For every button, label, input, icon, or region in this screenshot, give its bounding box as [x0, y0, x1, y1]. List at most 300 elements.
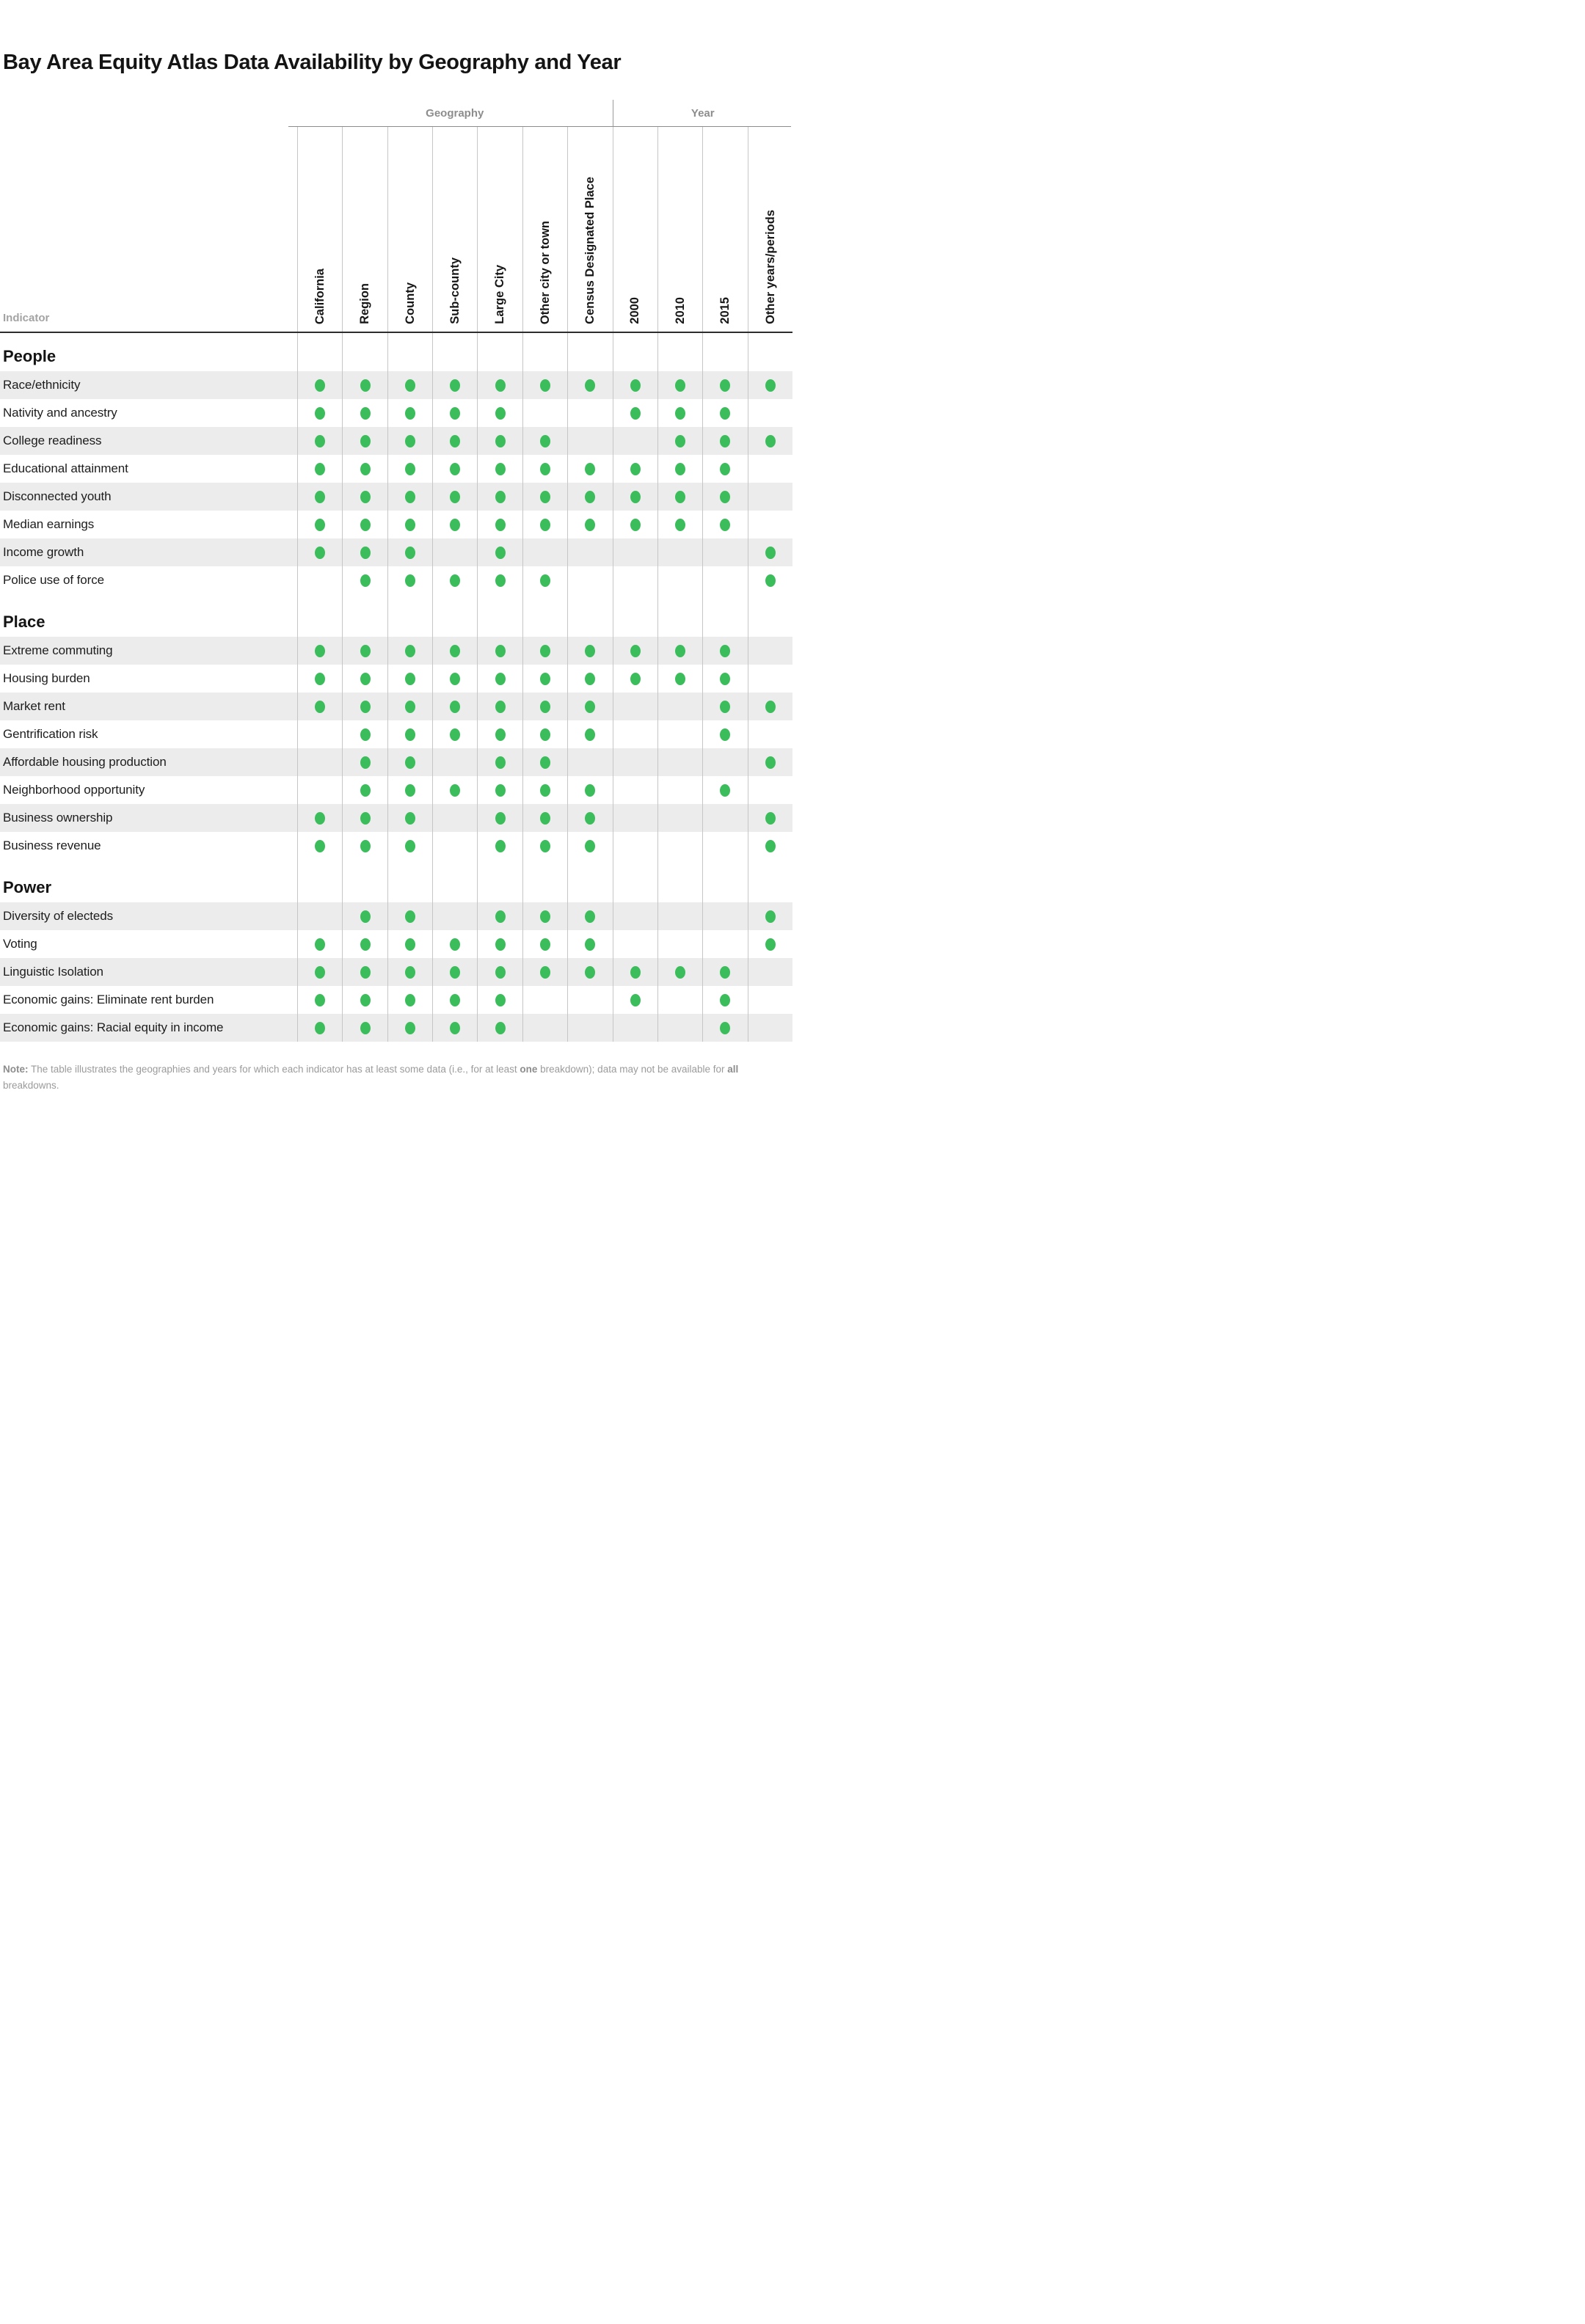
cell-other-years-periods	[748, 399, 792, 427]
availability-dot	[315, 407, 325, 420]
availability-dot	[765, 435, 776, 447]
availability-dot	[315, 812, 325, 825]
section-cell	[522, 333, 567, 371]
cell-other-years-periods	[748, 371, 792, 399]
cell-sub-county	[432, 776, 477, 804]
availability-dot	[495, 407, 506, 420]
availability-dot	[540, 840, 550, 852]
row-gentrification-risk	[0, 720, 792, 748]
availability-dot	[495, 784, 506, 797]
availability-dot	[495, 840, 506, 852]
availability-dot	[405, 938, 415, 951]
cell-california	[297, 566, 342, 594]
cell-other-years-periods	[748, 455, 792, 483]
availability-dot	[360, 910, 371, 923]
row-business-revenue	[0, 832, 792, 860]
availability-dot	[315, 840, 325, 852]
cell-county	[387, 804, 432, 832]
availability-dot	[495, 673, 506, 685]
cell-region	[342, 902, 387, 930]
availability-dot	[315, 491, 325, 503]
cell-california	[297, 399, 342, 427]
cell-large-city	[477, 902, 522, 930]
cell-other-city-or-town	[522, 427, 567, 455]
cell-california	[297, 665, 342, 693]
availability-dot	[315, 994, 325, 1006]
cell-california	[297, 832, 342, 860]
row-race-ethnicity	[0, 371, 792, 399]
column-header-label: 2000	[628, 297, 642, 324]
note-text: The table illustrates the geographies and years for which each indicator has at least some data (i.e., for at least	[28, 1064, 520, 1075]
cell-2010	[657, 371, 702, 399]
column-header-label: Large City	[493, 265, 507, 324]
availability-dot	[720, 673, 730, 685]
section-cell	[657, 860, 702, 902]
cell-2015	[702, 958, 747, 986]
cell-region	[342, 930, 387, 958]
cell-region	[342, 455, 387, 483]
availability-dot	[405, 812, 415, 825]
availability-dot	[405, 491, 415, 503]
cell-large-city	[477, 455, 522, 483]
cell-2000	[613, 902, 657, 930]
column-header-label: Census Designated Place	[583, 177, 597, 324]
availability-dot	[630, 994, 641, 1006]
cell-2000	[613, 958, 657, 986]
availability-dot	[360, 491, 371, 503]
cell-other-years-periods	[748, 511, 792, 538]
availability-dot	[405, 673, 415, 685]
availability-dot	[720, 1022, 730, 1034]
cell-census-designated-place	[567, 455, 612, 483]
cell-2010	[657, 455, 702, 483]
cell-2015	[702, 720, 747, 748]
availability-dot	[405, 701, 415, 713]
availability-dot	[540, 701, 550, 713]
cell-2010	[657, 511, 702, 538]
section-cell	[522, 594, 567, 637]
cell-large-city	[477, 1014, 522, 1042]
cell-2015	[702, 637, 747, 665]
cell-california	[297, 693, 342, 720]
availability-dot	[720, 784, 730, 797]
column-header-label: Other years/periods	[763, 210, 777, 324]
cell-county	[387, 399, 432, 427]
cell-sub-county	[432, 930, 477, 958]
availability-dot	[720, 435, 730, 447]
cell-other-years-periods	[748, 427, 792, 455]
cell-large-city	[477, 748, 522, 776]
availability-dot	[405, 407, 415, 420]
availability-dot	[450, 673, 460, 685]
availability-dot	[675, 491, 685, 503]
availability-dot	[540, 966, 550, 979]
note-text: breakdown); data may not be available for	[537, 1064, 728, 1075]
cell-2015	[702, 930, 747, 958]
note-bold-text: all	[727, 1064, 739, 1075]
section-cell	[567, 860, 612, 902]
row-economic-gains-eliminate-rent-burden	[0, 986, 792, 1014]
cell-2000	[613, 566, 657, 594]
availability-dot	[765, 840, 776, 852]
cell-region	[342, 693, 387, 720]
cell-2000	[613, 427, 657, 455]
section-cell	[387, 594, 432, 637]
cell-2015	[702, 399, 747, 427]
cell-census-designated-place	[567, 902, 612, 930]
section-title: Power	[3, 878, 52, 896]
availability-dot	[585, 812, 595, 825]
cell-2010	[657, 720, 702, 748]
page-title: Bay Area Equity Atlas Data Availability by Geography and Year	[3, 51, 622, 74]
row-label: Affordable housing production	[3, 755, 167, 769]
cell-census-designated-place	[567, 538, 612, 566]
availability-dot	[630, 407, 641, 420]
cell-2000	[613, 1014, 657, 1042]
cell-other-city-or-town	[522, 399, 567, 427]
table-body	[0, 332, 792, 1042]
cell-county	[387, 511, 432, 538]
row-label: Disconnected youth	[3, 489, 112, 503]
cell-california	[297, 455, 342, 483]
cell-sub-county	[432, 399, 477, 427]
column-header-label: Region	[358, 283, 372, 324]
cell-census-designated-place	[567, 958, 612, 986]
cell-california	[297, 986, 342, 1014]
section-cell	[748, 860, 792, 902]
row-housing-burden	[0, 665, 792, 693]
section-cell	[342, 860, 387, 902]
availability-dot	[450, 938, 460, 951]
availability-dot	[405, 756, 415, 769]
availability-dot	[720, 463, 730, 475]
availability-dot	[450, 519, 460, 531]
note	[3, 1061, 790, 1095]
availability-dot	[360, 407, 371, 420]
cell-county	[387, 832, 432, 860]
cell-other-years-periods	[748, 483, 792, 511]
section-cell	[477, 860, 522, 902]
availability-dot	[360, 728, 371, 741]
cell-other-years-periods	[748, 930, 792, 958]
cell-2015	[702, 1014, 747, 1042]
cell-census-designated-place	[567, 832, 612, 860]
section-cell	[342, 333, 387, 371]
cell-other-city-or-town	[522, 455, 567, 483]
cell-large-city	[477, 986, 522, 1014]
cell-sub-county	[432, 637, 477, 665]
cell-county	[387, 455, 432, 483]
availability-dot	[405, 574, 415, 587]
availability-dot	[450, 966, 460, 979]
cell-sub-county	[432, 483, 477, 511]
row-voting	[0, 930, 792, 958]
column-header-large-city	[477, 127, 522, 332]
cell-sub-county	[432, 902, 477, 930]
cell-2015	[702, 693, 747, 720]
availability-dot	[630, 519, 641, 531]
availability-dot	[630, 463, 641, 475]
cell-region	[342, 538, 387, 566]
availability-dot	[720, 519, 730, 531]
section-cell	[567, 333, 612, 371]
section-cell	[477, 594, 522, 637]
availability-dot	[360, 435, 371, 447]
availability-dot	[360, 547, 371, 559]
cell-2015	[702, 483, 747, 511]
cell-other-city-or-town	[522, 958, 567, 986]
availability-dot	[450, 407, 460, 420]
cell-census-designated-place	[567, 804, 612, 832]
cell-census-designated-place	[567, 1014, 612, 1042]
section-cell	[613, 333, 657, 371]
section-cell	[522, 860, 567, 902]
availability-dot	[450, 491, 460, 503]
availability-dot	[675, 379, 685, 392]
cell-sub-county	[432, 748, 477, 776]
availability-dot	[495, 491, 506, 503]
cell-2010	[657, 483, 702, 511]
availability-dot	[360, 938, 371, 951]
availability-dot	[405, 1022, 415, 1034]
cell-other-years-periods	[748, 720, 792, 748]
availability-dot	[495, 574, 506, 587]
availability-dot	[405, 435, 415, 447]
availability-table	[0, 100, 792, 1042]
availability-dot	[540, 491, 550, 503]
cell-census-designated-place	[567, 693, 612, 720]
availability-dot	[540, 728, 550, 741]
cell-sub-county	[432, 958, 477, 986]
cell-county	[387, 371, 432, 399]
cell-california	[297, 1014, 342, 1042]
group-underline	[288, 126, 791, 127]
cell-2000	[613, 538, 657, 566]
cell-county	[387, 986, 432, 1014]
column-header-label: 2010	[673, 297, 687, 324]
cell-other-city-or-town	[522, 832, 567, 860]
cell-california	[297, 776, 342, 804]
availability-dot	[495, 645, 506, 657]
cell-large-city	[477, 427, 522, 455]
row-label: Economic gains: Racial equity in income	[3, 1020, 224, 1034]
section-header-place	[0, 594, 792, 637]
availability-dot	[765, 547, 776, 559]
cell-2000	[613, 986, 657, 1014]
section-cell	[657, 333, 702, 371]
availability-dot	[360, 784, 371, 797]
cell-2015	[702, 748, 747, 776]
section-title: People	[3, 347, 57, 365]
cell-region	[342, 958, 387, 986]
availability-dot	[585, 840, 595, 852]
availability-dot	[720, 994, 730, 1006]
cell-2010	[657, 566, 702, 594]
cell-2010	[657, 930, 702, 958]
row-label: Diversity of electeds	[3, 909, 114, 923]
cell-large-city	[477, 371, 522, 399]
cell-other-city-or-town	[522, 511, 567, 538]
section-cell	[748, 594, 792, 637]
availability-dot	[315, 463, 325, 475]
cell-sub-county	[432, 427, 477, 455]
row-market-rent	[0, 693, 792, 720]
cell-2000	[613, 930, 657, 958]
cell-large-city	[477, 832, 522, 860]
availability-dot	[495, 994, 506, 1006]
cell-sub-county	[432, 832, 477, 860]
column-header-county	[387, 127, 432, 332]
row-label: Housing burden	[3, 671, 90, 685]
availability-dot	[765, 756, 776, 769]
group-header-year: Year	[613, 100, 792, 127]
availability-dot	[360, 840, 371, 852]
cell-other-city-or-town	[522, 538, 567, 566]
cell-census-designated-place	[567, 930, 612, 958]
availability-dot	[405, 645, 415, 657]
column-header-california	[297, 127, 342, 332]
availability-dot	[495, 966, 506, 979]
cell-sub-county	[432, 986, 477, 1014]
availability-dot	[585, 491, 595, 503]
availability-dot	[360, 1022, 371, 1034]
availability-dot	[630, 379, 641, 392]
section-header-people	[0, 332, 792, 371]
availability-dot	[360, 645, 371, 657]
cell-region	[342, 637, 387, 665]
availability-dot	[495, 910, 506, 923]
availability-dot	[585, 673, 595, 685]
availability-dot	[540, 435, 550, 447]
cell-large-city	[477, 693, 522, 720]
availability-dot	[585, 519, 595, 531]
note-text: breakdowns.	[3, 1080, 59, 1092]
availability-dot	[450, 784, 460, 797]
availability-dot	[450, 645, 460, 657]
cell-large-city	[477, 538, 522, 566]
availability-dot	[360, 574, 371, 587]
cell-region	[342, 483, 387, 511]
cell-other-city-or-town	[522, 804, 567, 832]
cell-large-city	[477, 399, 522, 427]
cell-other-city-or-town	[522, 748, 567, 776]
section-cell	[613, 860, 657, 902]
cell-california	[297, 427, 342, 455]
cell-large-city	[477, 720, 522, 748]
cell-other-city-or-town	[522, 483, 567, 511]
availability-dot	[405, 519, 415, 531]
cell-large-city	[477, 804, 522, 832]
availability-dot	[360, 463, 371, 475]
availability-dot	[405, 547, 415, 559]
availability-dot	[315, 379, 325, 392]
column-header-sub-county	[432, 127, 477, 332]
availability-dot	[360, 701, 371, 713]
row-label: Educational attainment	[3, 461, 128, 475]
column-header-label: County	[403, 282, 417, 324]
cell-2015	[702, 776, 747, 804]
section-cell	[387, 860, 432, 902]
availability-dot	[540, 910, 550, 923]
cell-county	[387, 538, 432, 566]
availability-dot	[360, 812, 371, 825]
availability-dot	[585, 938, 595, 951]
availability-dot	[630, 491, 641, 503]
column-header-other-years-periods	[748, 127, 792, 332]
section-cell	[297, 860, 342, 902]
availability-dot	[540, 784, 550, 797]
cell-2015	[702, 455, 747, 483]
cell-sub-county	[432, 665, 477, 693]
cell-census-designated-place	[567, 427, 612, 455]
row-label: College readiness	[3, 434, 102, 447]
cell-region	[342, 665, 387, 693]
cell-sub-county	[432, 720, 477, 748]
row-label: Business ownership	[3, 811, 113, 825]
cell-county	[387, 930, 432, 958]
row-nativity-and-ancestry	[0, 399, 792, 427]
availability-dot	[450, 1022, 460, 1034]
availability-dot	[495, 701, 506, 713]
section-cell	[567, 594, 612, 637]
cell-2015	[702, 427, 747, 455]
column-header-row	[0, 127, 792, 332]
availability-dot	[405, 840, 415, 852]
cell-2015	[702, 804, 747, 832]
availability-dot	[405, 728, 415, 741]
cell-region	[342, 399, 387, 427]
row-affordable-housing-production	[0, 748, 792, 776]
cell-other-city-or-town	[522, 1014, 567, 1042]
availability-dot	[495, 519, 506, 531]
cell-census-designated-place	[567, 637, 612, 665]
row-label: Extreme commuting	[3, 643, 113, 657]
cell-2010	[657, 1014, 702, 1042]
cell-other-city-or-town	[522, 693, 567, 720]
cell-county	[387, 1014, 432, 1042]
availability-dot	[765, 938, 776, 951]
availability-dot	[360, 673, 371, 685]
cell-2000	[613, 693, 657, 720]
row-label: Gentrification risk	[3, 727, 98, 741]
cell-2000	[613, 483, 657, 511]
cell-region	[342, 566, 387, 594]
cell-california	[297, 511, 342, 538]
cell-2015	[702, 371, 747, 399]
cell-2000	[613, 637, 657, 665]
availability-dot	[405, 994, 415, 1006]
cell-2000	[613, 511, 657, 538]
availability-dot	[540, 645, 550, 657]
row-label: Income growth	[3, 545, 84, 559]
availability-dot	[675, 435, 685, 447]
cell-region	[342, 804, 387, 832]
cell-large-city	[477, 958, 522, 986]
cell-county	[387, 483, 432, 511]
section-cell	[432, 594, 477, 637]
row-income-growth	[0, 538, 792, 566]
availability-dot	[405, 910, 415, 923]
cell-california	[297, 804, 342, 832]
availability-dot	[630, 966, 641, 979]
cell-county	[387, 720, 432, 748]
availability-dot	[360, 379, 371, 392]
cell-california	[297, 902, 342, 930]
cell-2000	[613, 804, 657, 832]
cell-census-designated-place	[567, 566, 612, 594]
availability-dot	[540, 938, 550, 951]
cell-2000	[613, 455, 657, 483]
